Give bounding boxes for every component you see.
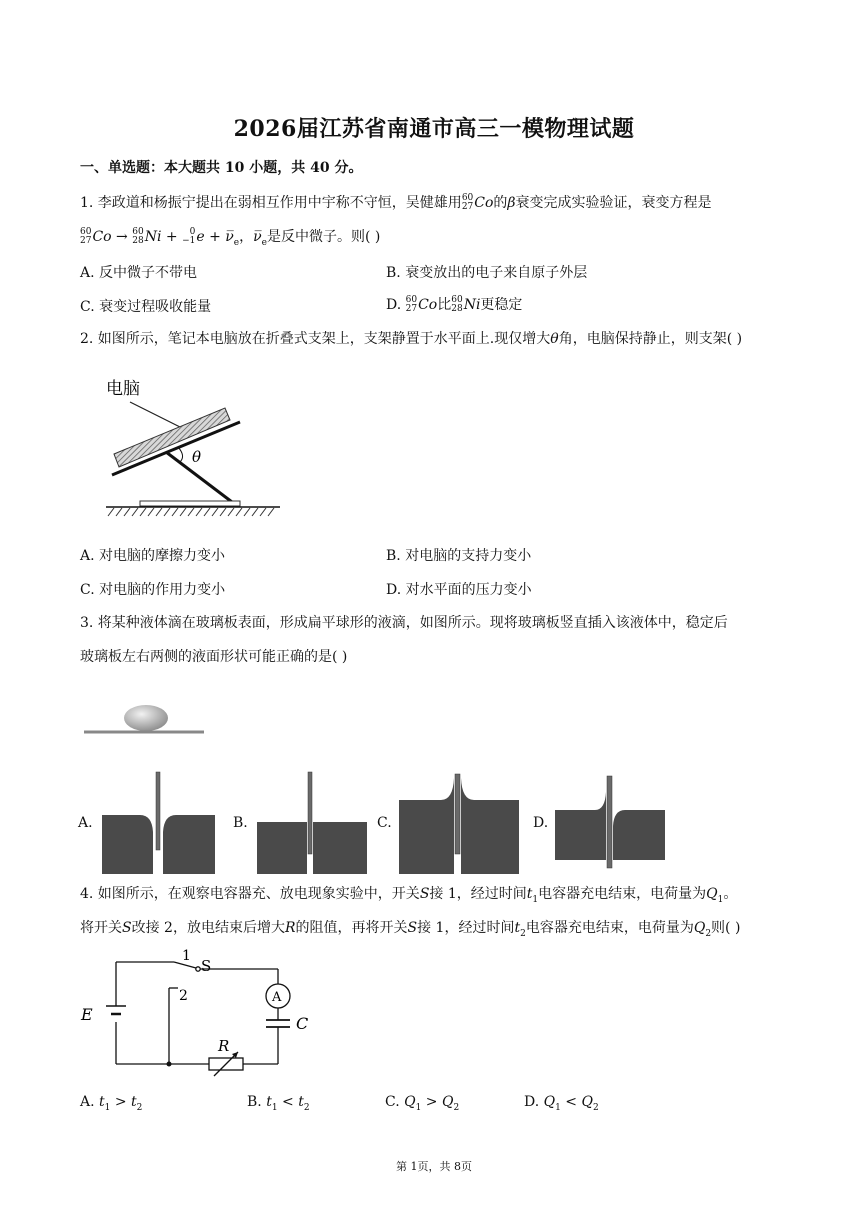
section-heading: 一、单选题：本大题共 10 小题，共 40 分。	[80, 160, 363, 176]
glass-plate-d	[607, 776, 612, 868]
eq-ni-symbol: Ni	[144, 229, 162, 245]
eq-e-index	[182, 228, 195, 246]
glass-plate-c	[455, 774, 460, 854]
theta-symbol: θ	[550, 331, 559, 347]
q1-d-post: 更稳定	[480, 297, 523, 313]
eq-co-mass: 60	[80, 227, 92, 237]
q4-t-2-sub: 2	[520, 928, 526, 939]
q4-option-c[interactable]	[385, 1094, 459, 1113]
q4-l2-e: 电容器充电结束，电荷量为	[525, 920, 694, 936]
q2-option-b[interactable]: B. 对电脑的支持力变小	[386, 548, 532, 564]
q4-r: R	[284, 920, 296, 936]
q1-option-c[interactable]: C. 衰变过程吸收能量	[80, 299, 212, 315]
d-co-z: 27	[405, 304, 418, 314]
q4-c-gt: >	[421, 1094, 442, 1110]
q4-line1	[80, 884, 737, 910]
label-leader-line	[130, 402, 180, 427]
q4-d-q1: Q	[543, 1094, 556, 1110]
arrow: →	[116, 229, 128, 245]
q4-b-pre: B.	[247, 1094, 267, 1110]
antineutrino-sub: e	[233, 237, 240, 248]
d-co-index	[406, 296, 417, 314]
q4-a-sub1: 1	[104, 1102, 111, 1113]
q4-l1-d: 。	[723, 886, 738, 902]
eq-ni-index	[132, 228, 143, 246]
q4-a-pre: A.	[80, 1094, 100, 1110]
eq-co-symbol: Co	[92, 229, 112, 245]
antineutrino-symbol: ν̅	[225, 229, 234, 245]
q1-d-mid: 比	[437, 297, 452, 313]
q1-text-c: 衰变完成实验验证，衰变方程是	[515, 195, 712, 211]
q1-text-b: 的	[493, 195, 508, 211]
q4-l1-b: 接 1，经过时间	[429, 886, 527, 902]
q4-c-sub1: 1	[415, 1102, 422, 1113]
liquid-right-c	[461, 778, 519, 874]
q1-tail: 是反中微子。则( )	[266, 229, 381, 245]
label-s: S	[201, 957, 212, 975]
antineutrino-sub-2: e	[261, 237, 267, 248]
q4-option-a[interactable]	[80, 1094, 142, 1113]
q2-option-a[interactable]: A. 对电脑的摩擦力变小	[80, 548, 226, 564]
q4-t-1: t	[526, 886, 533, 902]
q4-d-sub2: 2	[592, 1102, 599, 1113]
d-ni-z: 28	[451, 304, 463, 314]
d-ni-mass: 60	[451, 295, 463, 305]
junction-dot	[167, 1062, 172, 1067]
q1-option-b[interactable]: B. 衰变放出的电子来自原子外层	[386, 265, 588, 281]
q4-l1-a: 4. 如图所示，在观察电容器充、放电现象实验中，开关	[80, 886, 420, 902]
q4-l2-c: 的阻值，再将开关	[295, 920, 408, 936]
droplet	[124, 705, 168, 731]
q3-option-a-figure[interactable]	[100, 770, 218, 875]
label-ammeter: A	[272, 990, 282, 1005]
glass-plate-b	[308, 772, 312, 854]
q3-option-d-label[interactable]: D.	[533, 815, 549, 831]
q2-text: 2. 如图所示，笔记本电脑放在折叠式支架上，支架静置于水平面上.现仅增大	[80, 331, 551, 347]
plus-2: +	[209, 229, 221, 245]
q3-option-c-figure[interactable]	[397, 770, 523, 875]
eq-co-z: 27	[80, 236, 92, 246]
q4-s-2: S	[122, 920, 132, 936]
q3-option-c-label[interactable]: C.	[377, 815, 392, 831]
q4-l2-f: 则( )	[711, 920, 741, 936]
q3-option-d-figure[interactable]	[553, 770, 668, 875]
q2-option-d[interactable]: D. 对水平面的压力变小	[386, 582, 532, 598]
q4-q-1: Q	[706, 886, 718, 902]
q4-d-q2: Q	[581, 1094, 593, 1110]
q4-line2	[80, 918, 740, 944]
switch-pivot	[196, 967, 200, 971]
q2-option-c[interactable]: C. 对电脑的作用力变小	[80, 582, 226, 598]
q4-b-t2: t	[298, 1094, 304, 1110]
q4-d-lt: <	[560, 1094, 582, 1110]
q4-a-t1: t	[99, 1094, 105, 1110]
fig-theta: θ	[192, 448, 202, 466]
q4-l1-c: 电容器充电结束，电荷量为	[538, 886, 707, 902]
q4-s-3: S	[407, 920, 418, 936]
q4-a-t2: t	[131, 1094, 137, 1110]
q4-option-d[interactable]	[524, 1094, 599, 1113]
q3-option-a-label[interactable]: A.	[78, 815, 93, 831]
label-c: C	[296, 1014, 309, 1033]
q4-q-2-sub: 2	[705, 928, 712, 939]
plus-1: +	[165, 229, 178, 245]
page-footer: 第 1页，共 8页	[396, 1160, 472, 1173]
q4-t-1-sub: 1	[532, 894, 539, 905]
co-mass: 60	[461, 193, 474, 203]
q4-a-gt: >	[110, 1094, 132, 1110]
eq-ni-mass: 60	[132, 227, 144, 237]
q1-d-pre: D.	[386, 297, 406, 313]
q4-d-sub1: 1	[555, 1102, 561, 1113]
d-ni-symbol: Ni	[463, 297, 481, 313]
q4-a-sub2: 2	[136, 1102, 143, 1113]
q4-q-2: Q	[693, 920, 706, 936]
q4-b-lt: <	[277, 1094, 299, 1110]
q2-stem	[80, 329, 742, 349]
droplet-figure	[84, 697, 209, 737]
liquid-left-b	[257, 822, 307, 874]
stand-base	[140, 501, 240, 506]
q3-option-b-label[interactable]: B.	[233, 815, 248, 831]
q4-option-b[interactable]	[247, 1094, 310, 1113]
liquid-right-a	[163, 815, 215, 874]
eq-co-index	[80, 228, 91, 246]
fig-label-computer: 电脑	[106, 379, 140, 399]
antineutrino-symbol-2: ν̅	[253, 229, 262, 245]
q4-l2-a: 将开关	[80, 920, 122, 936]
q1-option-a[interactable]: A. 反中微子不带电	[80, 265, 198, 281]
q4-c-sub2: 2	[453, 1102, 460, 1113]
eq-e-mass: 0	[189, 227, 196, 237]
q2-tail: 角，电脑保持静止，则支架( )	[558, 331, 743, 347]
q4-b-t1: t	[266, 1094, 272, 1110]
q4-l2-d: 接 1，经过时间	[417, 920, 515, 936]
q1-option-d[interactable]	[386, 294, 522, 314]
liquid-right-d	[613, 810, 665, 860]
q4-c-q1: Q	[404, 1094, 416, 1110]
laptop-stand-figure	[100, 372, 290, 522]
q1-line2: 60 27Co → 60 28Ni + 0 $-1e + \nu̅_e$，$\nu̅_e$是反中微子。则( )	[80, 227, 381, 248]
liquid-left-a	[102, 815, 153, 874]
q3-line1: 3. 将某种液体滴在玻璃板表面，形成扁平球形的液滴，如图所示。现将玻璃板竖直插入该液体中，稳定后	[80, 615, 728, 631]
eq-e-z: −1	[182, 236, 196, 246]
liquid-right-b	[313, 822, 367, 874]
eq-e-symbol: e	[196, 229, 205, 245]
co-symbol: Co	[474, 195, 494, 211]
q3-line2: 玻璃板左右两侧的液面形状可能正确的是( )	[80, 649, 348, 665]
q4-q-1-sub: 1	[717, 894, 724, 905]
label-r: R	[218, 1037, 230, 1055]
d-co-mass: 60	[405, 295, 418, 305]
page-title: 2026届江苏省南通市高三一模物理试题	[233, 116, 635, 142]
q4-b-sub2: 2	[303, 1102, 310, 1113]
q1-line1	[80, 193, 712, 213]
q4-c-pre: C.	[385, 1094, 405, 1110]
q4-l2-b: 改接 2，放电结束后增大	[131, 920, 285, 936]
q4-b-sub1: 1	[271, 1102, 278, 1113]
d-ni-index	[451, 296, 462, 314]
beta-symbol: β	[507, 195, 516, 211]
q4-s-1: S	[419, 886, 430, 902]
circuit-diagram	[74, 948, 324, 1083]
label-1: 1	[182, 948, 191, 964]
q4-c-q2: Q	[441, 1094, 454, 1110]
ground-hatch	[108, 508, 274, 516]
co-nuclide-index	[462, 194, 473, 212]
liquid-left-c	[399, 778, 454, 874]
eq-ni-z: 28	[132, 236, 144, 246]
co-z: 27	[461, 202, 474, 212]
q4-t-2: t	[514, 920, 521, 936]
glass-plate-a	[156, 772, 160, 850]
d-co-symbol: Co	[418, 297, 438, 313]
q1-text-a: 1. 李政道和杨振宁提出在弱相互作用中宇称不守恒，吴健雄用	[80, 195, 462, 211]
q3-option-b-figure[interactable]	[255, 770, 370, 875]
liquid-left-d	[555, 792, 606, 860]
label-e: E	[81, 1005, 93, 1024]
q4-d-pre: D.	[524, 1094, 544, 1110]
label-2: 2	[179, 988, 188, 1004]
